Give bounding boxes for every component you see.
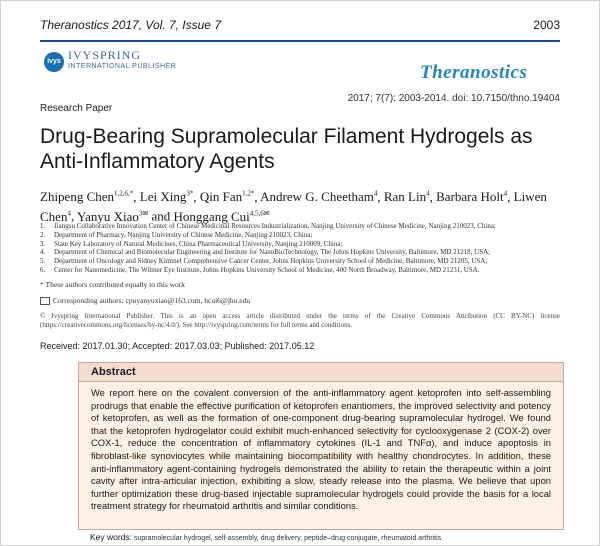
page-number: 2003: [533, 18, 560, 32]
abstract-heading: Abstract: [91, 366, 136, 378]
author-name: Ran Lin: [383, 189, 427, 205]
corresponding-authors: [40, 296, 250, 305]
article-type: Research Paper: [40, 103, 113, 114]
publisher-badge-icon: ivys: [44, 52, 64, 72]
author-affiliation-marker: 4,5,6✉: [249, 209, 270, 218]
citation-doi: 2017; 7(7): 2003-2014. doi: 10.7150/thno.19404: [347, 93, 560, 104]
author-affiliation-marker: 4: [503, 190, 508, 198]
affiliation-number: 5.: [40, 257, 46, 266]
affiliation-number: 3.: [40, 239, 46, 248]
author-affiliation-marker: 1,2,6,*: [114, 190, 134, 198]
affiliation-text: Department of Oncology and Sidney Kimmel Comprehensive Cancer Center, Johns Hopkins University School of Medicine, Baltimore, MD 21205, USA;: [54, 257, 488, 266]
affiliation-item: [40, 257, 570, 266]
affiliation-item: [40, 231, 570, 240]
publisher-subtitle: INTERNATIONAL PUBLISHER: [68, 63, 177, 70]
publisher-name: IVYSPRING: [68, 48, 142, 62]
author-name: Liwen Chen: [40, 189, 547, 224]
author-name: Zhipeng Chen: [40, 189, 115, 205]
journal-issue-line: Theranostics 2017, Vol. 7, Issue 7: [40, 18, 221, 32]
abstract-box: [78, 362, 564, 530]
affiliation-text: Center for Nanomedicine, The Wilmer Eye Institute, Johns Hopkins University School of Medicine, 400 North Broadway, Baltimore, MD 21231, USA.: [54, 265, 480, 274]
affiliation-text: Department of Chemical and Biomolecular Engineering and Institute for NanoBioTechnology, The Johns Hopkins University, Baltimore, MD 21218, USA;: [54, 248, 491, 257]
author-name: Yanyu Xiao: [76, 208, 139, 224]
abstract-header: [79, 363, 563, 382]
envelope-icon: [40, 297, 50, 305]
author-name: Barbara Holt: [436, 189, 504, 205]
author-affiliation-marker: 1,2*: [242, 190, 255, 198]
affiliation-list: [40, 222, 570, 275]
keywords: [90, 532, 560, 542]
author: [140, 189, 194, 204]
keywords-label: Key words:: [90, 532, 133, 542]
author-affiliation-marker: 4: [373, 190, 378, 198]
affiliation-number: 6.: [40, 265, 46, 274]
author: [40, 189, 133, 204]
affiliation-number: 2.: [40, 230, 46, 239]
affiliation-text: State Key Laboratory of Natural Medicines, China Pharmaceutical University, Nanjing 210009, China;: [54, 239, 343, 248]
paper-title: Drug-Bearing Supramolecular Filament Hydrogels as Anti-Inflammatory Agents: [40, 125, 533, 173]
author: [384, 189, 430, 204]
affiliation-item: [40, 240, 570, 249]
author-affiliation-marker: 3*: [186, 190, 194, 198]
journal-logo-text: Theranostics: [420, 62, 528, 83]
affiliation-text: Jiangsu Collaborative Innovation Center of Chinese Medicinal Resources Industrialization, Nanjing University of Chinese Medicine, Nanjing 210023, China;: [54, 222, 496, 230]
author: [200, 189, 255, 204]
publication-dates: Received: 2017.01.30; Accepted: 2017.03.03; Published: 2017.05.12: [40, 341, 315, 351]
affiliation-item: [40, 222, 570, 231]
journal-logo: [420, 62, 560, 84]
abstract-body: We report here on the covalent conversion of the anti-inflammatory agent ketoprofen into self-assembling prodrugs that enable the effective purification of ketoprofen enantiomers, the improved selectivity and potency of ketoprofen, as well as the formation of one-component drug-bearing supramolecular hydrogel. We found that the ketoprofen hydrogelator could exhibit much-enhanced selectivity for cyclooxygenase 2 (COX-2) over COX-1, reduce the concentration of inflammatory cytokines (IL-1 and TNFα), and induce apoptosis in fibroblast-like synoviocytes while maintaining biocompatibility with healthy chondrocytes. In addition, these anti-inflammatory agent-containing hydrogels demonstrated the ability to retain the therapeutic within a joint cavity after intra-articular injection, exhibiting a slow, steady release into the plasma. We believe that upon further optimization these drug-based injectable supramolecular hydrogels could provide the basis for a local treatment strategy for rheumatoid arthritis and similar conditions.: [91, 387, 551, 512]
author-name: Honggang Cui: [173, 208, 250, 224]
equal-contribution-note: * These authors contributed equally to this work: [40, 280, 186, 289]
author-name: Andrew G. Cheetham: [260, 189, 374, 205]
affiliation-item: [40, 266, 570, 275]
license-note: © Ivyspring International Publisher. This is an open access article distributed under the terms of the Creative Commons Attribution (CC BY-NC) license (https://creativecommons.org/licenses/by-nc/4.0/). See http://ivyspring.com/terms for full terms and conditions.: [40, 312, 560, 329]
author-list: Zhipeng Chen$^{1,2,6,*}$, Lei Xing$^{3*}$, Qin Fan$^{1,2*}$, Andrew G. Cheetham$^4$, Ran Lin$^4$, Barbara Holt$^4$, Liwen Chen$^4$, Yanyu Xiao$^{3✉}$ and Honggang Cui$^{4,5,6✉}$: [40, 189, 547, 224]
author-name: Qin Fan: [199, 189, 243, 205]
journal-header: [40, 18, 560, 42]
author: [436, 189, 507, 204]
corresponding-text: Corresponding authors: cpuyanyuxiao@163.com, hcui6@jhu.edu: [53, 296, 251, 305]
keywords-text: supramolecular hydrogel, self-assembly, drug delivery, peptide–drug conjugate, rheumatoid arthritis.: [134, 535, 444, 542]
author: [260, 189, 377, 204]
affiliation-number: 4.: [40, 248, 46, 257]
author-affiliation-marker: 3✉: [138, 209, 149, 218]
author-affiliation-marker: 4: [426, 190, 430, 198]
affiliation-number: 1.: [40, 222, 46, 230]
author-name: Lei Xing: [139, 189, 187, 205]
affiliation-text: Department of Pharmacy, Nanjing University of Chinese Medicine, Nanjing 210023, China;: [54, 230, 313, 239]
affiliation-item: [40, 248, 570, 257]
author-affiliation-marker: 4: [67, 209, 71, 218]
publisher-logo: [44, 48, 224, 78]
